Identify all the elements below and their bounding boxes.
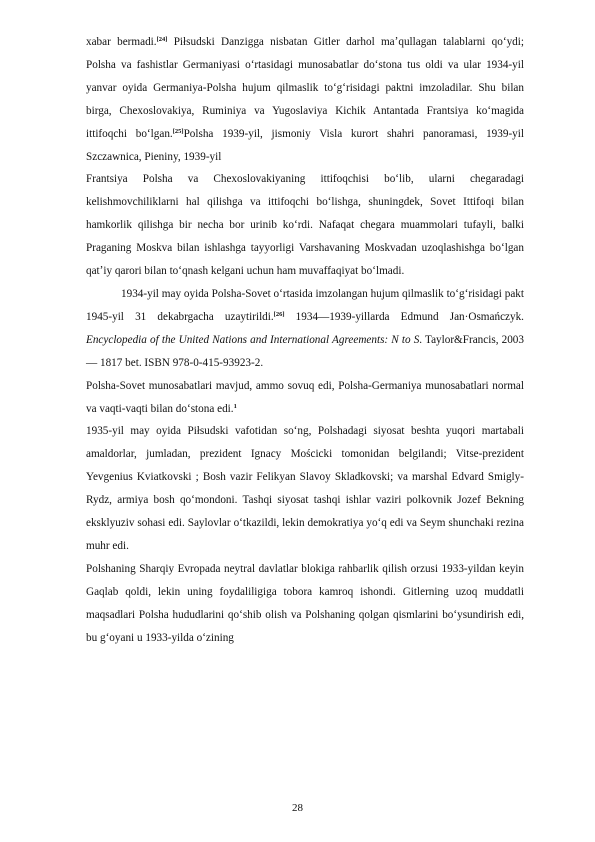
footnote-ref[interactable]: 1 [233,402,237,410]
citation-title: Encyclopedia of the United Nations and International Agreements: N to S [86,333,420,346]
footnote-ref[interactable]: [26] [273,310,285,318]
paragraph-3: 1934-yil may oyida Polsha-Sovet oʻrtasida imzolangan hujum qilmaslik toʻgʻrisidagi pakt 1945-yil 31 dekabrgacha uzaytirildi.[26] 1934—1939-yillarda Edmund Jan·Osmańczyk. Encyclopedia of the United Nations and International Agreements: N to S. Taylor&Francis, 2003 — 1817 bet. ISBN 978-0-415-93923-2. [86,287,524,369]
paragraph-6: Polshaning Sharqiy Evropada neytral davlatlar blokiga rahbarlik qilish orzusi 1933-yildan keyin Gaqlab qoldi, lekin uning foydaliligiga tobora kamroq ishondi. Gitlerning uzoq muddatli maqsadlari Polsha hududlarini qoʻshib olish va Polshaning qolgan qismlarini boʻysundirish edi, bu gʻoyani u 1933-yilda oʻzining [86,562,524,644]
paragraph-5: 1935-yil may oyida Piłsudski vafotidan soʻng, Polshadagi siyosat beshta yuqori martabali amaldorlar, jumladan, prezident Ignacy Mościcki tomonidan belgilandi; Vitse-prezident Yevgenius Kviatkovski ; Bosh vazir Felikyan Slavoy Skladkovski; va marshal Edvard Smigly-Rydz, armiya bosh qoʻmondoni. Tashqi siyosat tashqi ishlar vaziri polkovnik Jozef Bekning eksklyuziv sohasi edi. Saylovlar oʻtkazildi, lekin demokratiya yoʻq edi va Seym shunchaki rezina muhr edi. [86,425,524,552]
paragraph-4: Polsha-Sovet munosabatlari mavjud, ammo sovuq edi, Polsha-Germaniya munosabatlari normal va vaqti-vaqti bilan doʻstona edi.$^1$ [86,379,524,415]
paragraph-1: xabar bermadi.[24] Piłsudski Danzigga nisbatan Gitler darhol maʼqullagan talablarni qoʻydi; Polsha va fashistlar Germaniyasi oʻrtasidagi munosabatlar doʻstona tus oldi va ular 1934-yil yanvar oyida Germaniya-Polsha hujum qilmaslik toʻgʻrisidagi paktni imzoladilar. Shu bilan birga, Chexoslovakiya, Ruminiya va Yugoslaviya Kichik Antantada Frantsiya koʻmagida ittifoqchi boʻlgan.[25]Polsha 1939-yil, jismoniy Visla kurort shahri panoramasi, 1939-yil Szczawnica, Pieniny, 1939-yil [86,36,524,163]
paragraph-2: Frantsiya Polsha va Chexoslovakiyaning ittifoqchisi boʻlib, ularni chegaradagi kelishmovchiliklarni hal qilishga va ittifoqchi boʻlishga, shuningdek, Sovet Ittifoqi bilan hamkorlik qilishga bir necha bor urinib koʻrdi. Nafaqat chegara muammolari tufayli, balki Praganing Moskva bilan ishlashga tayyorligi Varshavaning Moskvadan uzoqlashishga boʻlgan qatʼiy qarori bilan toʻqnash kelgani uchun ham muvaffaqiyat boʻlmadi. [86,173,524,278]
footnote-ref[interactable]: [25] [172,127,184,135]
page-number: 28 [292,802,303,814]
footnote-ref[interactable]: [24] [156,36,168,43]
document-body [86,31,524,649]
